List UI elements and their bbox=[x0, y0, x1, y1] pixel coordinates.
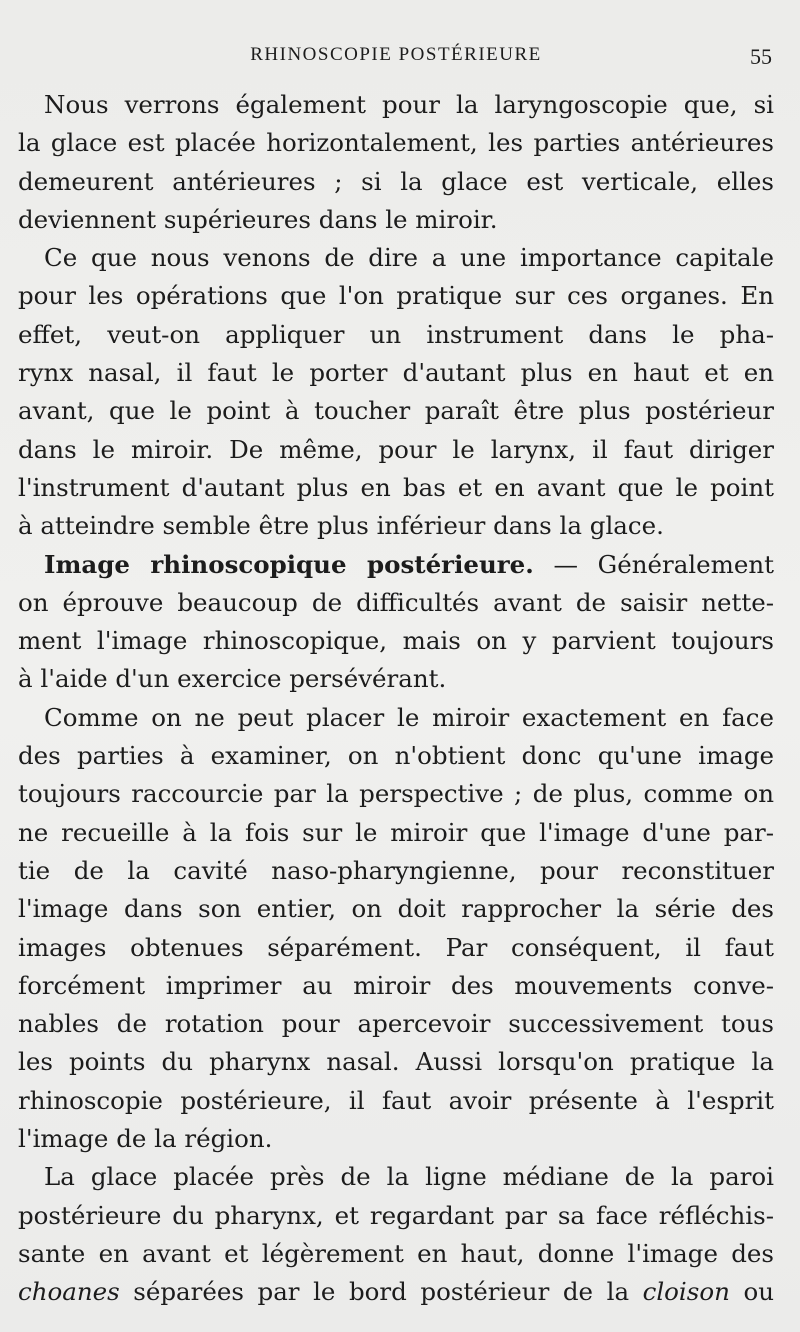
text-line: l'instrument d'autant plus en bas et en avant que le point bbox=[18, 472, 774, 502]
text-line: toujours raccourcie par la perspective ; de plus, comme on bbox=[18, 779, 774, 809]
text-line: nables de rotation pour apercevoir successivement tous bbox=[18, 1009, 774, 1039]
line-segment: ou bbox=[729, 1277, 774, 1307]
running-head-title: RHINOSCOPIE POSTÉRIEURE bbox=[250, 44, 542, 65]
text-line: à l'aide d'un exercice persévérant. bbox=[18, 664, 447, 694]
running-head bbox=[20, 44, 772, 74]
body-text bbox=[18, 86, 774, 1312]
italic-term: choanes bbox=[18, 1277, 120, 1307]
line-segment: séparées par le bord postérieur de la bbox=[119, 1277, 643, 1307]
section-heading-line bbox=[18, 546, 774, 584]
italic-term: cloison bbox=[642, 1277, 730, 1307]
text-line: demeurent antérieures ; si la glace est verticale, elles bbox=[18, 166, 774, 196]
text-line: effet, veut-on appliquer un instrument dans le pha- bbox=[18, 319, 774, 349]
text-line: Nous verrons également pour la laryngoscopie que, si bbox=[44, 90, 774, 119]
text-line: pour les opérations que l'on pratique sur ces organes. En bbox=[18, 281, 774, 311]
text-line: des parties à examiner, on n'obtient donc qu'une image bbox=[18, 741, 774, 771]
text-line: dans le miroir. De même, pour le larynx, il faut diriger bbox=[18, 434, 774, 464]
mixed-style-line bbox=[18, 1273, 774, 1311]
text-line: ne recueille à la fois sur le miroir que l'image d'une par- bbox=[18, 817, 774, 847]
text-line: sante en avant et légèrement en haut, donne l'image des bbox=[18, 1238, 774, 1268]
text-line: deviennent supérieures dans le miroir. bbox=[18, 204, 498, 234]
text-line: forcément imprimer au miroir des mouvements conve- bbox=[18, 970, 774, 1000]
text-line: Comme on ne peut placer le miroir exactement en face bbox=[44, 702, 774, 732]
section-heading: Image rhinoscopique postérieure. bbox=[44, 549, 534, 579]
text-line: avant, que le point à toucher paraît être plus postérieur bbox=[18, 396, 774, 426]
text-line: l'image dans son entier, on doit rapprocher la série des bbox=[18, 894, 774, 924]
page-number: 55 bbox=[750, 44, 772, 69]
text-line: La glace placée près de la ligne médiane de la paroi bbox=[44, 1162, 774, 1192]
text-line: la glace est placée horizontalement, les parties antérieures bbox=[18, 128, 774, 158]
text-line: ment l'image rhinoscopique, mais on y parvient toujours bbox=[18, 626, 774, 656]
text-line: les points du pharynx nasal. Aussi lorsqu'on pratique la bbox=[18, 1047, 774, 1077]
text-line: on éprouve beaucoup de difficultés avant de saisir nette- bbox=[18, 587, 774, 617]
text-line: rynx nasal, il faut le porter d'autant plus en haut et en bbox=[18, 358, 774, 388]
text-line: Ce que nous venons de dire a une importance capitale bbox=[44, 243, 774, 273]
text-line: images obtenues séparément. Par conséquent, il faut bbox=[18, 932, 774, 962]
text-line: à atteindre semble être plus inférieur dans la glace. bbox=[18, 511, 664, 541]
text-line: l'image de la région. bbox=[18, 1124, 273, 1154]
text-line: tie de la cavité naso-pharyngienne, pour reconstituer bbox=[18, 855, 774, 885]
text-line: postérieure du pharynx, et regardant par sa face réfléchis- bbox=[18, 1200, 774, 1230]
section-heading-rest: — Généralement bbox=[533, 549, 774, 579]
text-line: rhinoscopie postérieure, il faut avoir présente à l'esprit bbox=[18, 1085, 774, 1115]
